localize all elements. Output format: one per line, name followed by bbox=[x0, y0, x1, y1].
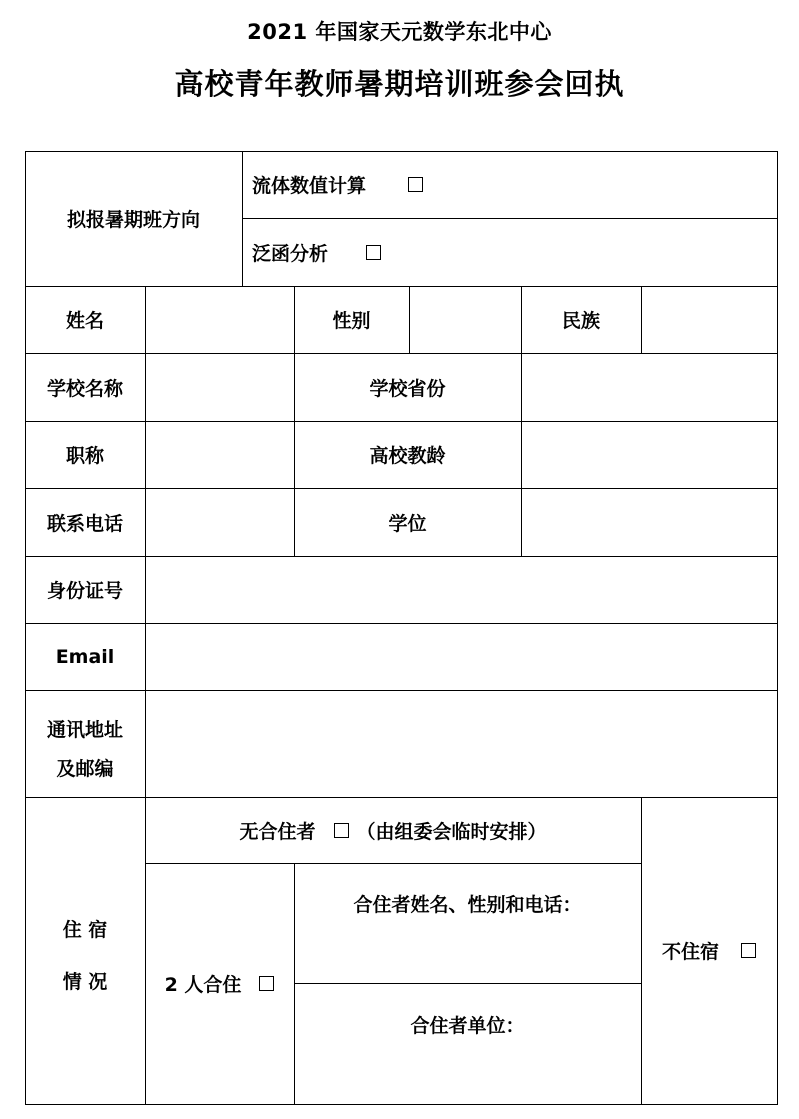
roommate-unit-field[interactable] bbox=[295, 1043, 641, 1104]
ethnicity-field[interactable] bbox=[642, 287, 777, 353]
roommate-info-label: 合住者姓名、性别和电话： bbox=[353, 893, 582, 916]
roommate-info-field[interactable] bbox=[295, 922, 641, 983]
gender-label: 性别 bbox=[332, 310, 371, 332]
no-roommate-label: 无合住者 bbox=[239, 820, 316, 843]
address-label-line2: 及邮编 bbox=[56, 757, 114, 780]
id-number-field[interactable] bbox=[146, 557, 777, 623]
name-label: 姓名 bbox=[65, 310, 104, 332]
title-field[interactable] bbox=[146, 422, 294, 488]
checkbox-two-person[interactable] bbox=[259, 976, 274, 991]
lodging-label-line2: 情 况 bbox=[62, 970, 108, 993]
checkbox-no-roommate[interactable] bbox=[334, 823, 349, 838]
province-label: 学校省份 bbox=[369, 377, 446, 400]
address-label-line1: 通讯地址 bbox=[46, 718, 123, 741]
checkbox-no-lodging[interactable] bbox=[741, 943, 756, 958]
direction-option-fluid[interactable] bbox=[252, 151, 772, 218]
direction-option-label: 泛函分析 bbox=[252, 242, 329, 265]
degree-label: 学位 bbox=[388, 512, 427, 535]
header-title-line2: 高校青年教师暑期培训班参会回执 bbox=[174, 67, 625, 101]
two-person-option[interactable] bbox=[145, 863, 294, 1104]
direction-label: 拟报暑期班方向 bbox=[66, 209, 200, 231]
email-field[interactable] bbox=[146, 624, 777, 690]
teaching-years-label: 高校教龄 bbox=[369, 445, 446, 467]
school-field[interactable] bbox=[146, 354, 294, 421]
gender-field[interactable] bbox=[410, 287, 521, 353]
province-field[interactable] bbox=[522, 354, 777, 421]
degree-field[interactable] bbox=[522, 489, 777, 556]
header-title-line1: 2021 年国家天元数学东北中心 bbox=[247, 20, 552, 44]
school-label: 学校名称 bbox=[46, 377, 123, 400]
address-field[interactable] bbox=[146, 691, 777, 797]
no-roommate-option[interactable] bbox=[145, 797, 641, 863]
direction-option-functional[interactable] bbox=[252, 218, 772, 286]
direction-option-label: 流体数值计算 bbox=[252, 175, 367, 197]
checkbox-fluid-numerical[interactable] bbox=[408, 177, 423, 192]
name-field[interactable] bbox=[146, 287, 294, 353]
title-label: 职称 bbox=[65, 445, 104, 467]
two-person-label: 2 人合住 bbox=[164, 974, 242, 996]
no-lodging-label: 不住宿 bbox=[661, 941, 719, 963]
id-number-label: 身份证号 bbox=[46, 580, 123, 602]
no-lodging-option[interactable] bbox=[641, 797, 777, 1104]
teaching-years-field[interactable] bbox=[522, 422, 777, 488]
phone-label: 联系电话 bbox=[46, 512, 123, 535]
email-label: Email bbox=[55, 645, 115, 668]
roommate-unit-label: 合住者单位： bbox=[410, 1014, 525, 1037]
checkbox-functional-analysis[interactable] bbox=[366, 245, 381, 260]
no-roommate-note: （由组委会临时安排） bbox=[356, 820, 547, 843]
phone-field[interactable] bbox=[146, 489, 294, 556]
lodging-label-line1: 住 宿 bbox=[62, 918, 108, 941]
ethnicity-label: 民族 bbox=[561, 310, 600, 332]
